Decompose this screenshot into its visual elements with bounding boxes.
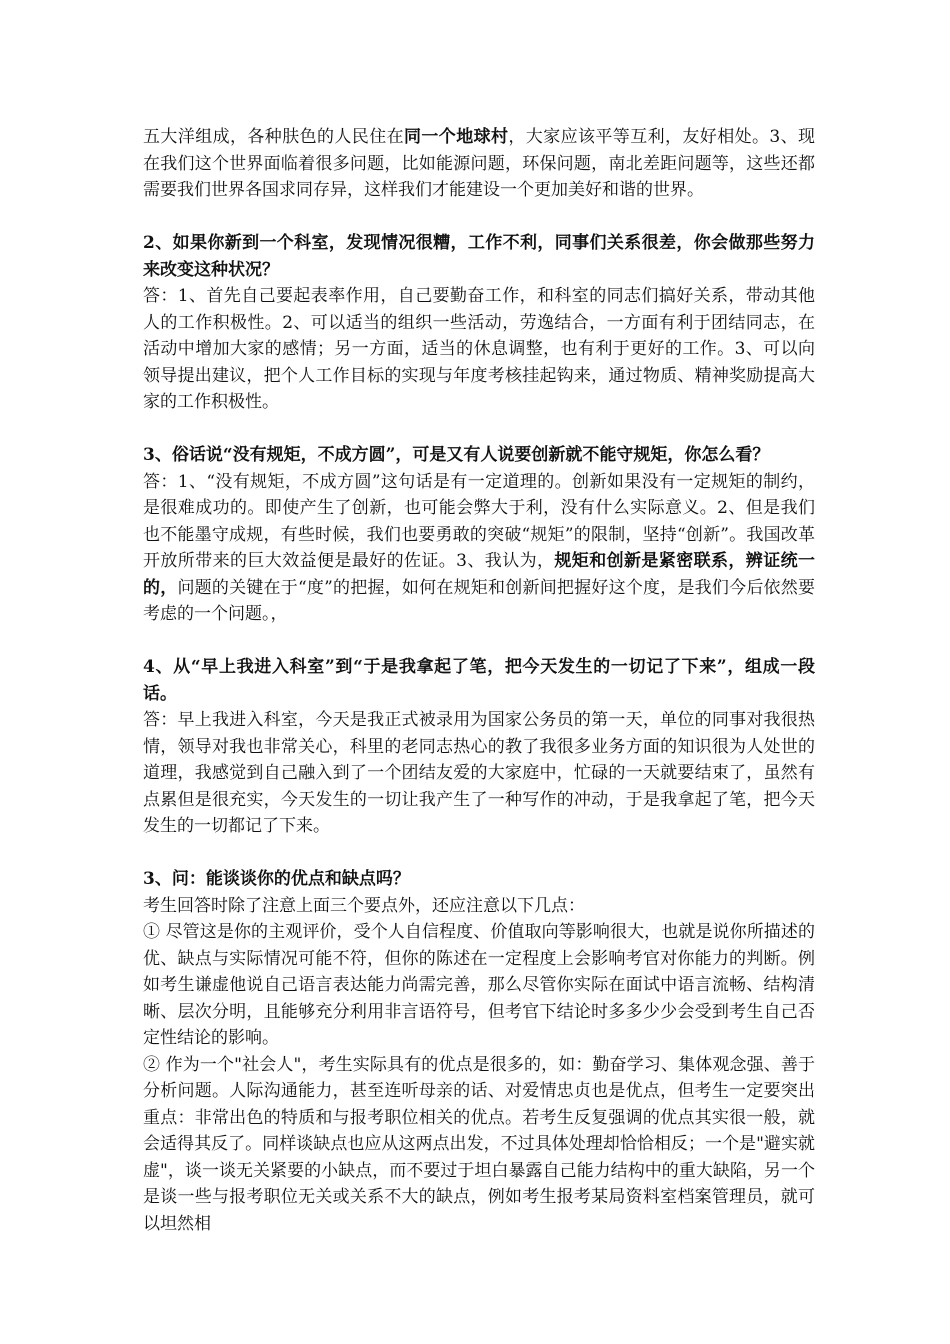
question-5: 3、问：能谈谈你的优点和缺点吗？	[143, 869, 410, 889]
answer-3-bold-phrase: 规矩和创新是紧密联系，辨证统一的，	[143, 551, 815, 598]
spacer	[143, 416, 815, 443]
document-page	[143, 124, 815, 1237]
answer-3	[143, 469, 815, 628]
spacer	[143, 628, 815, 655]
intro-bold-phrase: 同一个地球村	[404, 127, 509, 147]
answer-2: 答：1、首先自己要起表率作用，自己要勤奋工作，和科室的同志们搞好关系，带动其他人的工作积极性。2、可以适当的组织一些活动，劳逸结合，一方面有利于团结同志，在活动中增加大家的感情；另一方面，适当的休息调整，也有利于更好的工作。3、可以向领导提出建议，把个人工作目标的实现与年度考核挂起钩来，通过物质、精神奖励提高大家的工作积极性。	[143, 286, 815, 412]
answer-3-text-1: 答：1、“没有规矩，不成方圆”这句话是有一定道理的。创新如果没有一定规矩的制约，是很难成功的。即使产生了创新，也可能会弊大于利，没有什么实际意义。2、但是我们也不能墨守成规，有些时候，我们也要勇敢的突破“规矩”的限制，坚持“创新”。我国改革开放所带来的巨大效益便是最好的佐证。3、我认为，	[143, 471, 815, 571]
answer-4: 答：早上我进入科室，今天是我正式被录用为国家公务员的第一天，单位的同事对我很热情，领导对我也非常关心，科里的老同志热心的教了我很多业务方面的知识很为人处世的道理，我感觉到自己融入到了一个团结友爱的大家庭中，忙碌的一天就要结束了，虽然有点累但是很充实，今天发生的一切让我产生了一种写作的冲动，于是我拿起了笔，把今天发生的一切都记了下来。	[143, 710, 815, 836]
intro-text-1: 五大洋组成，各种肤色的人民住在	[143, 127, 404, 147]
question-5-intro: 考生回答时除了注意上面三个要点外，还应注意以下几点：	[143, 895, 585, 916]
question-3: 3、俗话说“没有规矩，不成方圆”，可是又有人说要创新就不能守规矩，你怎么看？	[143, 445, 770, 465]
question-2: 2、如果你新到一个科室，发现情况很糟，工作不利，同事们关系很差，你会做那些努力来改变这种状况？	[143, 233, 815, 280]
spacer	[143, 840, 815, 867]
intro-paragraph	[143, 124, 815, 204]
question-5-point-2: ② 作为一个"社会人"，考生实际具有的优点是很多的，如：勤奋学习、集体观念强、善于分析问题。人际沟通能力，甚至连听母亲的话、对爱情忠贞也是优点，但考生一定要突出重点：非常出色的特质和与报考职位相关的优点。若考生反复强调的优点其实很一般，就会适得其反了。同样谈缺点也应从这两点出发，不过具体处理却恰恰相反；一个是"避实就虚"，谈一谈无关紧要的小缺点，而不要过于坦白暴露自己能力结构中的重大缺陷，另一个是谈一些与报考职位无关或关系不大的缺点，例如考生报考某局资料室档案管理员，就可以坦然相	[143, 1054, 815, 1234]
question-5-point-1: ① 尽管这是你的主观评价，受个人自信程度、价值取向等影响很大，也就是说你所描述的优、缺点与实际情况可能不符，但你的陈述在一定程度上会影响考官对你能力的判断。例如考生谦虚他说自己语言表达能力尚需完善，那么尽管你实际在面试中语言流畅、结构清晰、层次分明，且能够充分利用非言语符号，但考官下结论时多多少少会受到考生自己否定性结论的影响。	[143, 922, 815, 1048]
answer-3-text-2: 问题的关键在于“度”的把握，如何在规矩和创新间把握好这个度，是我们今后依然要考虑的一个问题。，	[143, 577, 816, 624]
spacer	[143, 204, 815, 231]
intro-text-2: ，大家应该平等互利，友好相处。3、现在我们这个世界面临着很多问题，比如能源问题，环保问题，南北差距问题等，这些还都需要我们世界各国求同存异，这样我们才能建设一个更加美好和谐的世界。	[143, 127, 816, 200]
question-4: 4、从“早上我进入科室”到“于是我拿起了笔，把今天发生的一切记了下来”，组成一段话。	[143, 657, 815, 704]
